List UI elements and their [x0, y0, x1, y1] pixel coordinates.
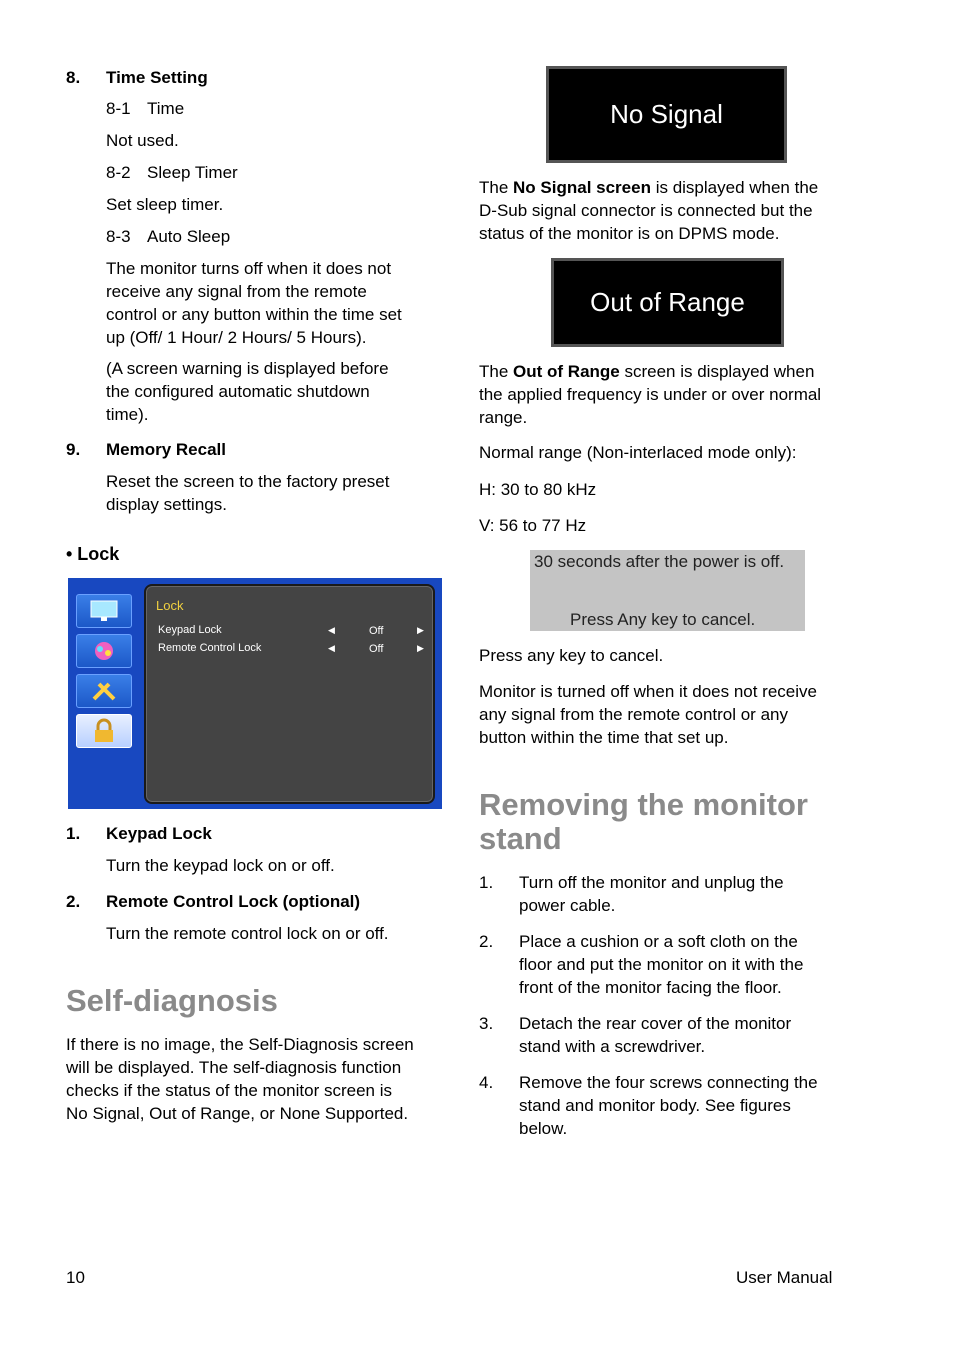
lock-icon [76, 714, 132, 748]
step-text [519, 930, 803, 999]
text-line: front of the monitor facing the floor. [519, 978, 782, 997]
no-signal-description [479, 176, 818, 245]
step-number: 3. [479, 1014, 494, 1033]
text-line: No Signal, Out of Range, or None Supported. [66, 1104, 409, 1123]
text-span: is displayed when the [650, 178, 819, 197]
text-line: floor and put the monitor on it with the [519, 955, 804, 974]
arrow-left-icon: ◀ [328, 643, 335, 653]
monitor-icon [76, 594, 132, 628]
section-title: Time Setting [106, 68, 208, 87]
warning-line: 30 seconds after the power is off. [534, 552, 785, 571]
text-line: receive any signal from the remote [106, 282, 367, 301]
text-line: If there is no image, the Self-Diagnosis screen [66, 1035, 414, 1054]
text-line: status of the monitor is on DPMS mode. [479, 224, 780, 243]
list-description: Turn the remote control lock on or off. [106, 924, 389, 943]
removing-stand-heading [479, 788, 808, 856]
section-title: Memory Recall [106, 440, 226, 459]
text-line: (A screen warning is displayed before [106, 359, 389, 378]
out-of-range-term: Out of Range [513, 362, 620, 381]
text-line: stand with a screwdriver. [519, 1037, 706, 1056]
list-number: 1. [66, 824, 81, 843]
self-diagnosis-heading: Self-diagnosis [66, 983, 278, 1018]
monitor-off-description [479, 680, 817, 749]
text-line: control or any button within the time set [106, 305, 402, 324]
text-line [479, 176, 818, 199]
auto-sleep-note [106, 357, 389, 426]
step-number: 4. [479, 1073, 494, 1092]
no-signal-screen: No Signal [546, 66, 787, 163]
text-line: power cable. [519, 896, 616, 915]
lock-menu-panel [144, 584, 435, 804]
self-diagnosis-description [66, 1033, 414, 1125]
color-icon [76, 634, 132, 668]
power-off-warning-screen [530, 550, 805, 631]
text-line: button within the time that set up. [479, 728, 729, 747]
v-range: V: 56 to 77 Hz [479, 516, 587, 535]
step-number: 1. [479, 873, 494, 892]
text-line: will be displayed. The self-diagnosis function [66, 1058, 402, 1077]
step-text [519, 1071, 818, 1140]
keypad-lock-label: Keypad Lock [158, 624, 222, 636]
lock-heading: • Lock [66, 544, 120, 564]
section-number: 9. [66, 440, 81, 459]
subsection-title: Sleep Timer [147, 163, 238, 182]
heading-line: stand [479, 821, 562, 856]
text-line [479, 360, 821, 383]
text-line: the configured automatic shutdown [106, 382, 370, 401]
section-number: 8. [66, 68, 81, 87]
subsection-title: Auto Sleep [147, 227, 231, 246]
heading-line: Removing the monitor [479, 787, 808, 822]
auto-sleep-description [106, 257, 402, 349]
text-line: the applied frequency is under or over normal [479, 385, 822, 404]
normal-range-label: Normal range (Non-interlaced mode only): [479, 443, 797, 462]
text-line: Reset the screen to the factory preset [106, 472, 390, 491]
text-line: The monitor turns off when it does not [106, 259, 392, 278]
text-line: Turn off the monitor and unplug the [519, 873, 784, 892]
text-line: range. [479, 408, 528, 427]
page-number: 10 [66, 1268, 85, 1287]
arrow-right-icon: ▶ [417, 625, 424, 635]
list-title: Remote Control Lock (optional) [106, 892, 361, 911]
memory-recall-description [106, 470, 389, 516]
h-range: H: 30 to 80 kHz [479, 480, 597, 499]
text-line: checks if the status of the monitor screen is [66, 1081, 392, 1100]
text-span: The [479, 178, 514, 197]
remote-control-lock-label: Remote Control Lock [158, 642, 262, 654]
arrow-right-icon: ▶ [417, 643, 424, 653]
text-line: Remove the four screws connecting the [519, 1073, 818, 1092]
text-line: display settings. [106, 495, 227, 514]
subsection-number: 8-2 [106, 163, 131, 182]
no-signal-term: No Signal screen [513, 178, 651, 197]
step-text [519, 871, 784, 917]
text-span: screen is displayed when [619, 362, 815, 381]
lock-menu-screenshot [68, 578, 442, 809]
subsection-number: 8-1 [106, 99, 131, 118]
arrow-left-icon: ◀ [328, 625, 335, 635]
text-line: Place a cushion or a soft cloth on the [519, 932, 798, 951]
text-line: time). [106, 405, 149, 424]
text-line: Monitor is turned off when it does not receive [479, 682, 817, 701]
text-line: stand and monitor body. See figures [519, 1096, 791, 1115]
subsection-number: 8-3 [106, 227, 131, 246]
list-title: Keypad Lock [106, 824, 212, 843]
footer-title: User Manual [736, 1268, 833, 1287]
text-line: below. [519, 1119, 568, 1138]
step-number: 2. [479, 932, 494, 951]
text-line: Detach the rear cover of the monitor [519, 1014, 792, 1033]
remote-control-lock-value: Off [369, 643, 384, 655]
list-description: Turn the keypad lock on or off. [106, 856, 335, 875]
press-any-key-text: Press any key to cancel. [479, 646, 664, 665]
step-text [519, 1012, 791, 1058]
warning-line: Press Any key to cancel. [570, 610, 756, 629]
subsection-title: Time [147, 99, 185, 118]
text-line: D-Sub signal connector is connected but the [479, 201, 813, 220]
text-span: The [479, 362, 514, 381]
list-number: 2. [66, 892, 81, 911]
keypad-lock-value: Off [369, 625, 384, 637]
text-line: any signal from the remote control or any [479, 705, 788, 724]
text-line: up (Off/ 1 Hour/ 2 Hours/ 5 Hours). [106, 328, 367, 347]
out-of-range-screen: Out of Range [551, 258, 784, 347]
subsection-description: Not used. [106, 131, 179, 150]
subsection-description: Set sleep timer. [106, 195, 224, 214]
tools-icon [76, 674, 132, 708]
lock-menu-title: Lock [156, 598, 184, 613]
out-of-range-description [479, 360, 821, 429]
